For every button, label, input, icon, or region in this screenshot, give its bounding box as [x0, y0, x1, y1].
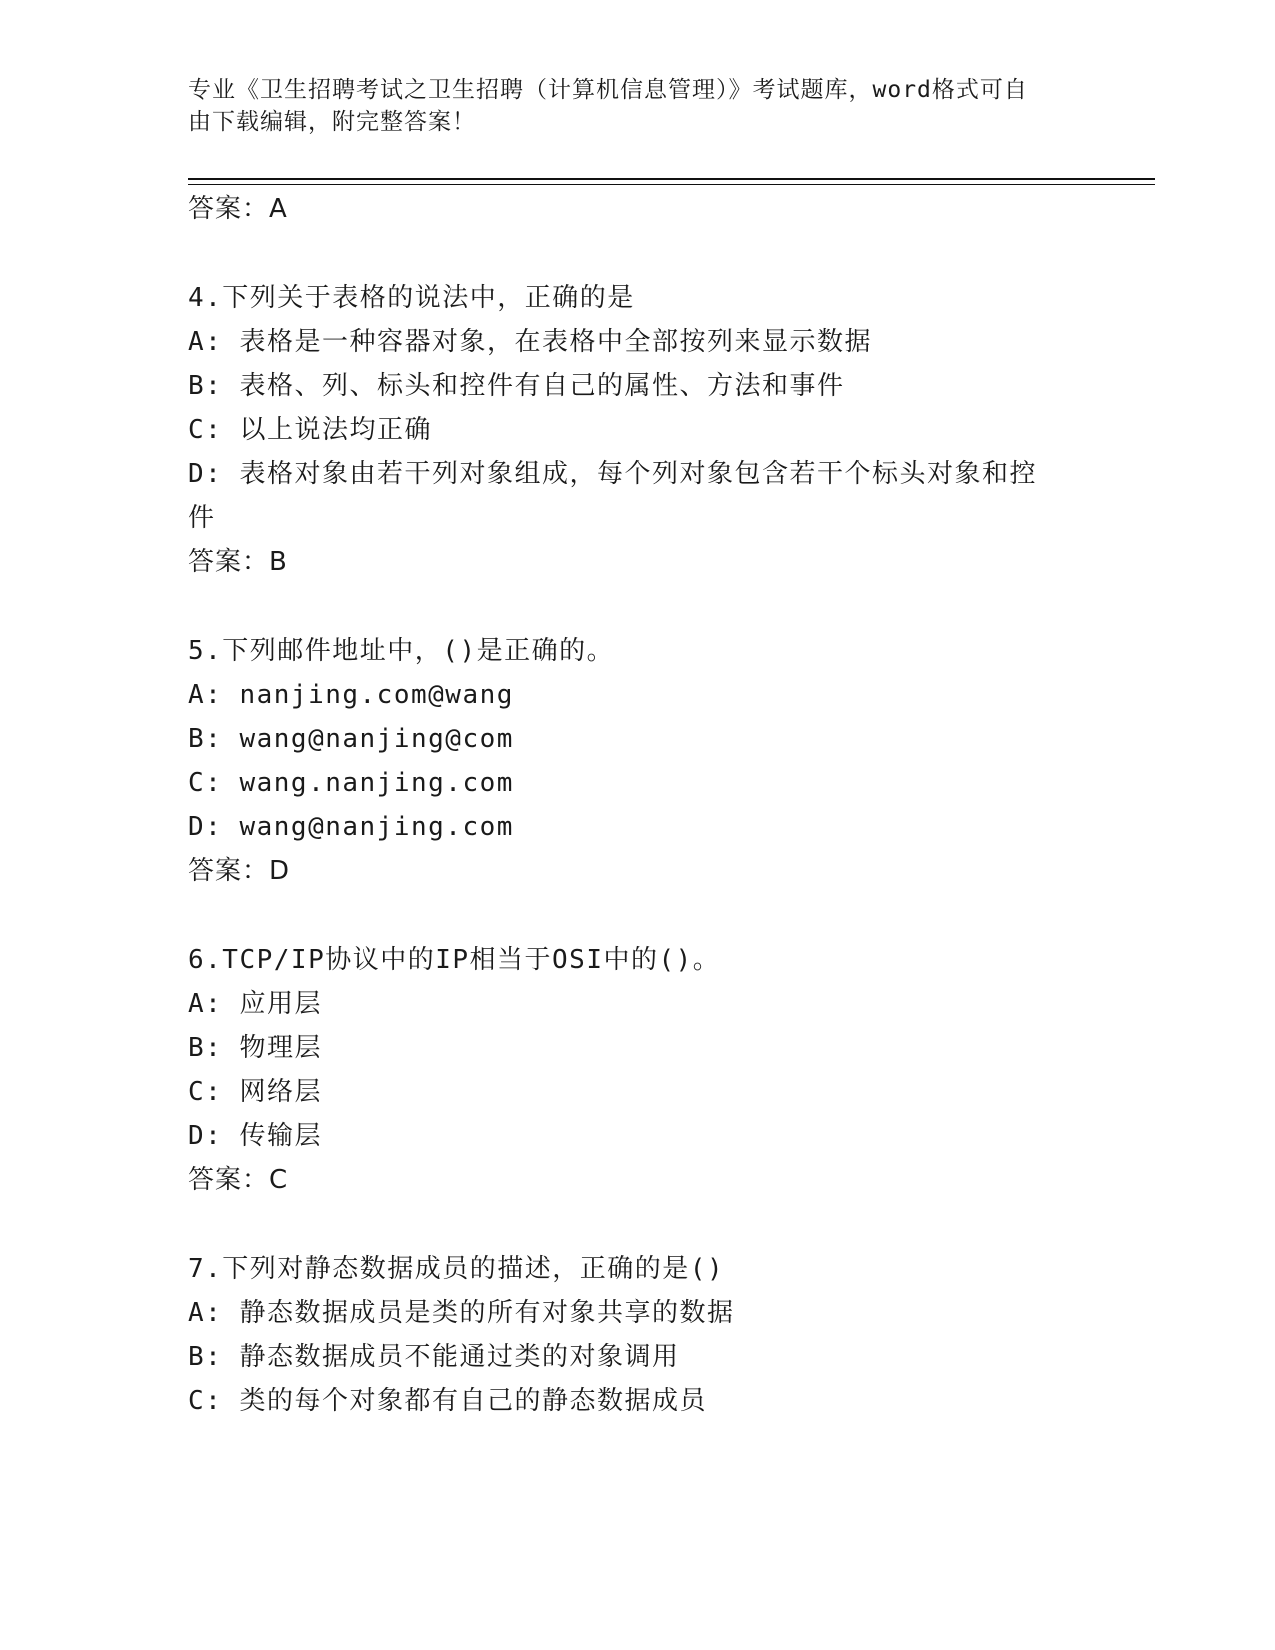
document-header: [188, 74, 1088, 138]
q7-option-b: B: 静态数据成员不能通过类的对象调用: [188, 1342, 680, 1372]
q7-question: 7.下列对静态数据成员的描述，正确的是(): [188, 1254, 725, 1284]
q4-option-b: B: 表格、列、标头和控件有自己的属性、方法和事件: [188, 371, 845, 401]
q5-option-c: C: wang.nanjing.com: [188, 768, 514, 798]
q6-option-c: C: 网络层: [188, 1077, 322, 1107]
q5-answer: 答案：D: [188, 856, 291, 886]
q7-option-a: A: 静态数据成员是类的所有对象共享的数据: [188, 1298, 735, 1328]
q5-option-d: D: wang@nanjing.com: [188, 812, 514, 842]
q7-option-c: C: 类的每个对象都有自己的静态数据成员: [188, 1386, 707, 1416]
q5-option-b: B: wang@nanjing@com: [188, 724, 514, 754]
header-line-2: 由下载编辑，附完整答案！: [188, 109, 476, 135]
q6-answer: 答案：C: [188, 1165, 289, 1195]
q3-answer: 答案：A: [188, 194, 288, 224]
q6-question: 6.TCP/IP协议中的IP相当于OSI中的()。: [188, 945, 721, 975]
q6-option-a: A: 应用层: [188, 989, 322, 1019]
q4-answer: 答案：B: [188, 547, 288, 577]
header-line-1: 专业《卫生招聘考试之卫生招聘（计算机信息管理）》考试题库，word格式可自: [188, 77, 1028, 103]
q4-option-c: C: 以上说法均正确: [188, 415, 432, 445]
q6-option-d: D: 传输层: [188, 1121, 322, 1151]
header-divider-thick: [188, 178, 1155, 180]
q5-option-a: A: nanjing.com@wang: [188, 680, 514, 710]
q4-option-d-line1: D: 表格对象由若干列对象组成，每个列对象包含若干个标头对象和控: [188, 459, 1037, 489]
q5-question: 5.下列邮件地址中，()是正确的。: [188, 636, 615, 666]
q4-option-d-line2: 件: [188, 503, 216, 533]
q6-option-b: B: 物理层: [188, 1033, 322, 1063]
header-divider-thin: [188, 184, 1155, 185]
q4-question: 4.下列关于表格的说法中，正确的是: [188, 283, 635, 313]
q4-option-a: A: 表格是一种容器对象，在表格中全部按列来显示数据: [188, 327, 872, 357]
